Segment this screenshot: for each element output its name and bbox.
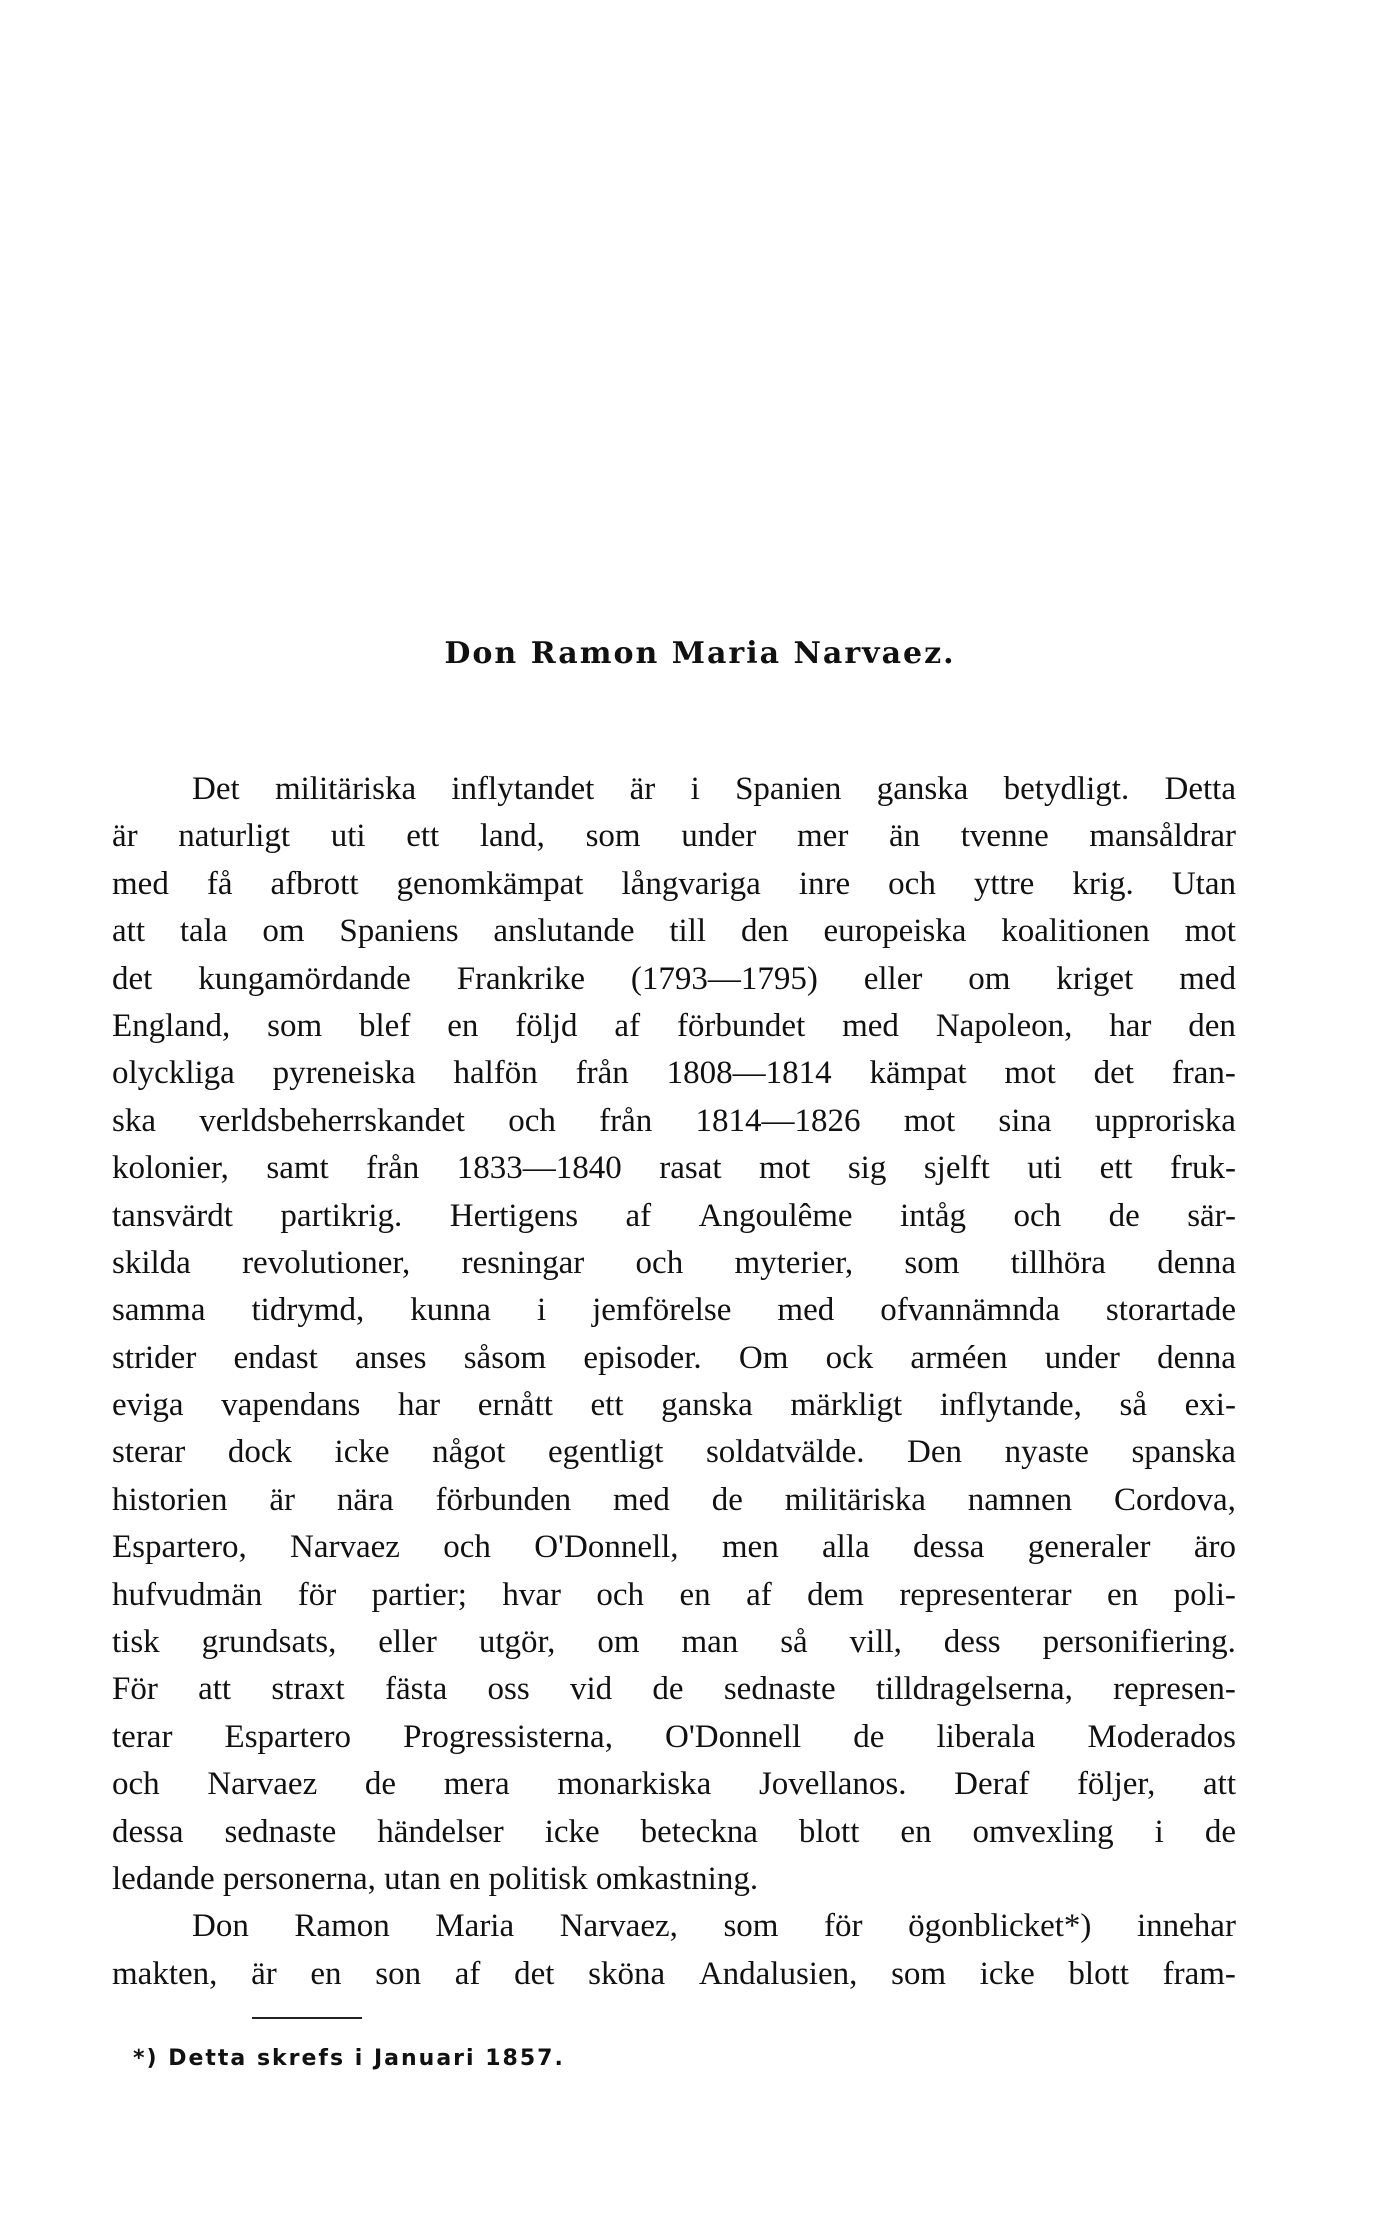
text-line: sterar dock icke något egentligt soldatvälde. Den nyaste spanska — [112, 1434, 1236, 1471]
text-line: ska verldsbeherrskandet och från 1814—1826 mot sina upproriska — [112, 1102, 1236, 1139]
body-text — [112, 766, 1236, 1998]
text-line: strider endast anses såsom episoder. Om ock arméen under denna — [112, 1339, 1236, 1376]
text-line: dessa sednaste händelser icke beteckna blott en omvexling i de — [112, 1813, 1236, 1850]
footnote: *) Detta skrefs i Januari 1857. — [133, 2046, 565, 2071]
text-line: För att straxt fästa oss vid de sednaste tilldragelserna, represen- — [112, 1671, 1236, 1708]
text-line: historien är nära förbunden med de militäriska namnen Cordova, — [112, 1481, 1236, 1518]
text-line: England, som blef en följd af förbundet med Napoleon, har den — [112, 1007, 1236, 1044]
page-title: Don Ramon Maria Narvaez. — [444, 636, 956, 671]
text-line: tansvärdt partikrig. Hertigens af Angoulême intåg och de sär- — [112, 1197, 1236, 1234]
text-line: är naturligt uti ett land, som under mer än tvenne mansåldrar — [112, 818, 1236, 855]
text-line: Det militäriska inflytandet är i Spanien ganska betydligt. Detta — [192, 771, 1236, 807]
text-line: Espartero, Narvaez och O'Donnell, men alla dessa generaler äro — [112, 1529, 1236, 1566]
text-line: Don Ramon Maria Narvaez, som för ögonblicket*) innehar — [192, 1908, 1236, 1945]
text-line: och Narvaez de mera monarkiska Jovellanos. Deraf följer, att — [112, 1766, 1236, 1803]
text-line: tisk grundsats, eller utgör, om man så vill, dess personifiering. — [112, 1624, 1236, 1661]
text-line: ledande personerna, utan en politisk omkastning. — [112, 1860, 759, 1897]
text-line: samma tidrymd, kunna i jemförelse med ofvannämnda storartade — [112, 1292, 1236, 1329]
text-line: kolonier, samt från 1833—1840 rasat mot sig sjelft uti ett fruk- — [112, 1150, 1236, 1187]
text-line: med få afbrott genomkämpat långvariga inre och yttre krig. Utan — [112, 865, 1236, 902]
text-line: skilda revolutioner, resningar och myterier, som tillhöra denna — [112, 1244, 1236, 1281]
text-line: makten, är en son af det sköna Andalusien, som icke blott fram- — [112, 1955, 1236, 1992]
text-line: att tala om Spaniens anslutande till den europeiska koalitionen mot — [112, 913, 1236, 950]
text-line: hufvudmän för partier; hvar och en af dem representerar en poli- — [112, 1576, 1236, 1613]
footnote-rule — [252, 2017, 362, 2019]
text-line: eviga vapendans har ernått ett ganska märkligt inflytande, så exi- — [112, 1387, 1236, 1424]
text-line: det kungamördande Frankrike (1793—1795) eller om kriget med — [112, 960, 1236, 997]
text-line: olyckliga pyreneiska halfön från 1808—1814 kämpat mot det fran- — [112, 1055, 1236, 1092]
text-line: terar Espartero Progressisterna, O'Donnell de liberala Moderados — [112, 1718, 1236, 1755]
